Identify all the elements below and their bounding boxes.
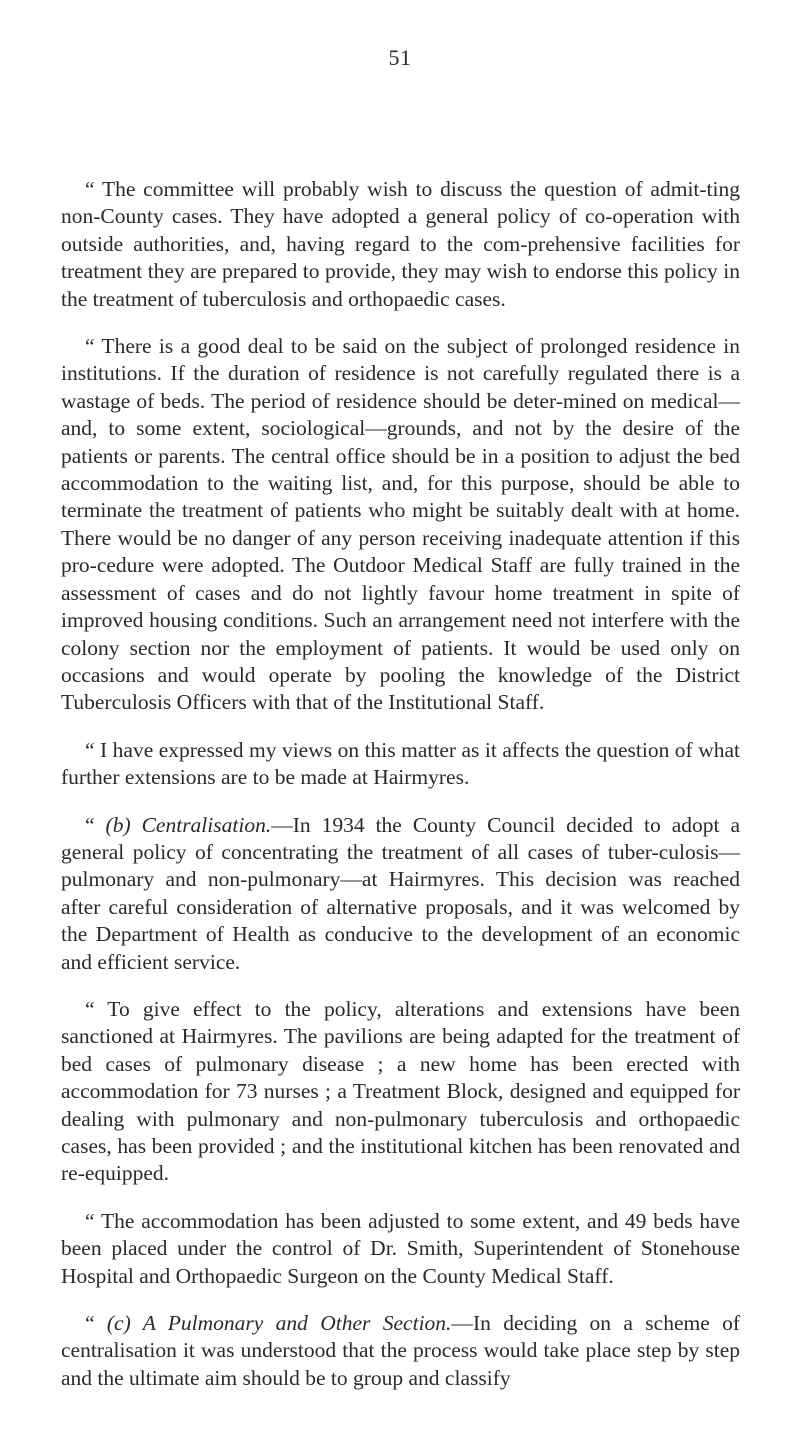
paragraph-text: “ There is a good deal to be said on the subject of prolonged residence in institutions. If the duration of residence is not carefully regulated there is a wastage of beds. The period of residence should be deter-mined on medical—and, to some extent, sociological—grounds, and not by the desire of the patients or parents. The central office should be in a position to adjust the bed accommodation to the waiting list, and, for this purpose, should be able to terminate the treatment of patients who might be suitably dealt with at home. There would be no danger of any person receiving inadequate attention if this pro-cedure were adopted. The Outdoor Medical Staff are fully trained in the assessment of cases and do not lightly favour home treatment in spite of improved housing conditions. Such an arrangement need not interfere with the colony section nor the employment of patients. It would be used only on occasions and would operate by pooling the knowledge of the District Tuberculosis Officers with that of the Institutional Staff. xyxy=(61,334,740,715)
paragraph-text: “ I have expressed my views on this matter as it affects the question of what further extensions are to be made at Hairmyres. xyxy=(61,737,740,790)
section-heading-centralisation: (b) Centralisation. xyxy=(105,812,272,837)
paragraph-alterations-extensions xyxy=(61,996,740,1188)
paragraph-lead: “ xyxy=(85,1311,107,1336)
paragraph-lead: “ xyxy=(85,812,106,837)
paragraph-text: “ The committee will probably wish to discuss the question of admit-ting non-County cases. They have adopted a general policy of co-operation with outside authorities, and, having regard to the com-prehensive facilities for treatment they are prepared to provide, they may wish to endorse this policy in the treatment of tuberculosis and orthopaedic cases. xyxy=(61,177,740,311)
paragraph-accommodation-adjusted xyxy=(61,1208,740,1290)
paragraph-text: —In 1934 the County Council decided to adopt a general policy of concentrating the treatment of all cases of tuber-culosis—pulmonary and non-pulmonary—at Hairmyres. This decision was reached after careful consideration of alternative proposals, and it was welcomed by the Department of Health as conducive to the development of an economic and efficient service. xyxy=(61,812,741,974)
paragraph-text: “ The accommodation has been adjusted to some extent, and 49 beds have been placed under the control of Dr. Smith, Superintendent of Stonehouse Hospital and Orthopaedic Surgeon on the County Medical Staff. xyxy=(61,1208,740,1288)
page-number: 51 xyxy=(388,45,412,70)
paragraph-text: “ To give effect to the policy, alterations and extensions have been sanctioned at Hairmyres. The pavilions are being adapted for the treatment of bed cases of pulmonary disease ; a new home has been erected with accommodation for 73 nurses ; a Treatment Block, designed and equipped for dealing with pulmonary and non-pulmonary tuberculosis and orthopaedic cases, has been provided ; and the institutional kitchen has been renovated and re-equipped. xyxy=(61,996,740,1186)
paragraph-prolonged-residence xyxy=(61,333,740,717)
paragraph-admitting-non-county-cases xyxy=(61,176,740,313)
paragraph-pulmonary-section xyxy=(61,1310,740,1392)
section-heading-pulmonary-other: (c) A Pulmonary and Other Section. xyxy=(106,1311,452,1336)
paragraph-text: —In deciding on a scheme of centralisation it was understood that the process would take place step by step and the ultimate aim should be to group and classify xyxy=(61,1311,741,1390)
body-text xyxy=(61,176,740,1392)
paragraph-centralisation xyxy=(61,812,740,976)
paragraph-extensions-hairmyres xyxy=(61,737,740,792)
